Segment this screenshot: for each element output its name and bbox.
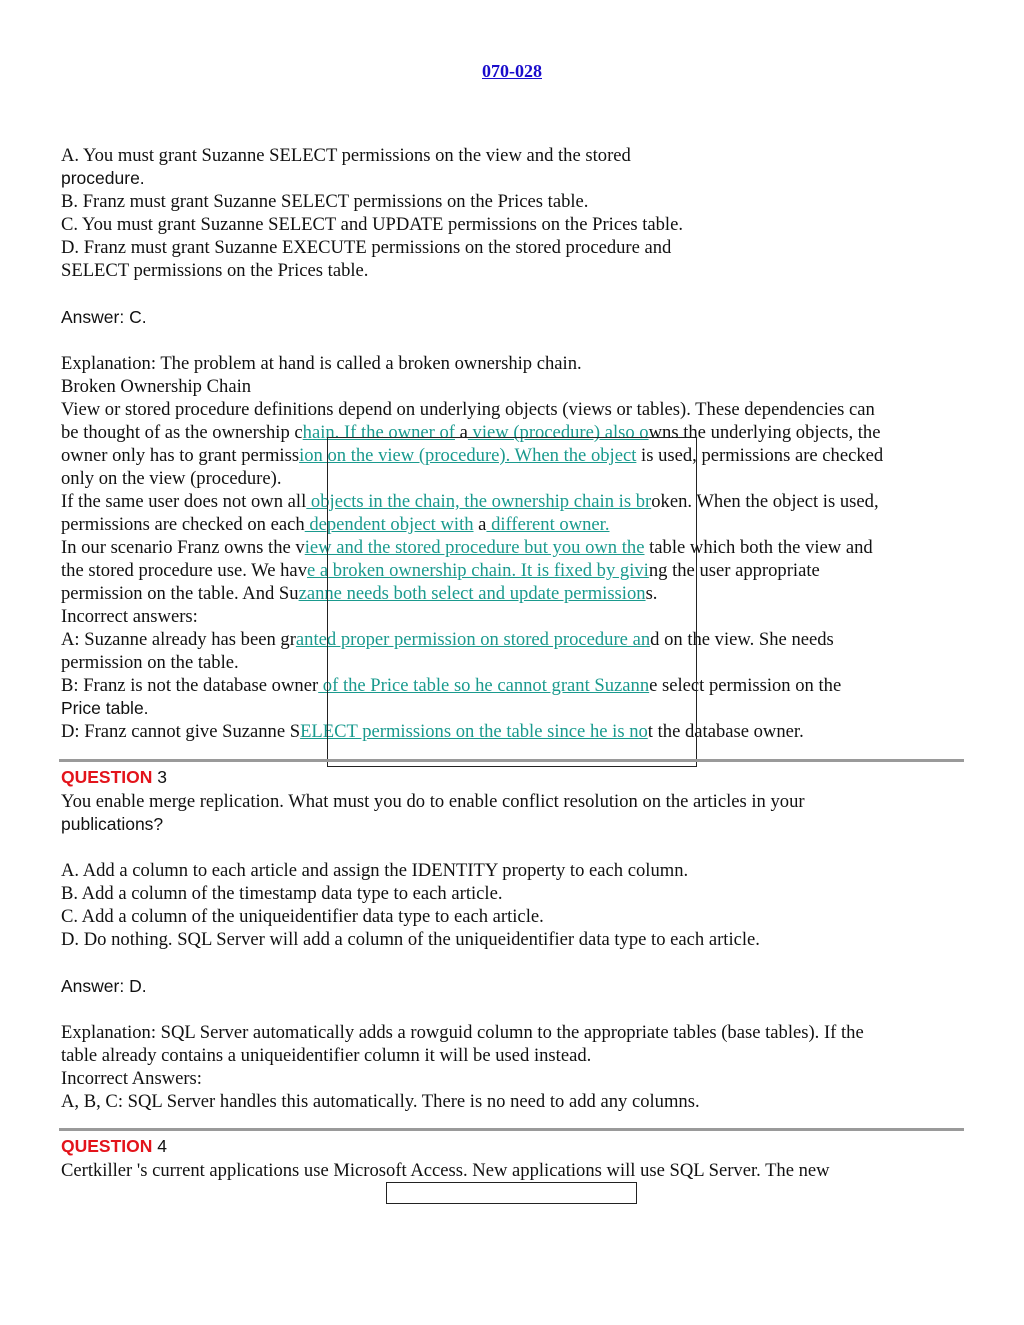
exam-code-link[interactable]: 070-028 (482, 61, 542, 81)
explanation-line: owner only has to grant permission on the view (procedure). When the object is used, permissions are checked (61, 445, 884, 466)
question-text: Certkiller 's current applications use Microsoft Access. New applications will use SQL Server. The new (61, 1160, 830, 1181)
question-number: 4 (152, 1136, 168, 1156)
option-b: B. Add a column of the timestamp data type to each article. (61, 883, 503, 904)
option-b: B. Franz must grant Suzanne SELECT permissions on the Prices table. (61, 191, 589, 212)
explanation-line: table already contains a uniqueidentifier column it will be used instead. (61, 1045, 592, 1066)
incorrect-answers-heading: Incorrect answers: (61, 606, 198, 627)
explanation-line: A, B, C: SQL Server handles this automatically. There is no need to add any columns. (61, 1091, 700, 1112)
explanation-line: View or stored procedure definitions depend on underlying objects (views or tables). These dependencies can (61, 399, 875, 420)
watermark-link[interactable]: ion on the view (procedure). When the object (299, 445, 637, 466)
explanation-line: If the same user does not own all objects in the chain, the ownership chain is broken. When the object is used, (61, 491, 879, 512)
explanation-subheading: Broken Ownership Chain (61, 376, 252, 397)
explanation-line: the stored procedure use. We have a broken ownership chain. It is fixed by giving the user appropriate (61, 560, 820, 581)
explanation-line: A: Suzanne already has been granted proper permission on stored procedure and on the view. She needs (61, 629, 834, 650)
explanation-line: permissions are checked on each dependent object with a different owner. (61, 514, 610, 535)
watermark-link[interactable]: dependent object with (304, 514, 474, 535)
option-d-line2: SELECT permissions on the Prices table. (61, 260, 369, 281)
watermark-link[interactable]: ELECT permissions on the table since he is no (300, 721, 648, 742)
watermark-link[interactable]: iew and the stored procedure but you own the (304, 537, 645, 558)
question-4-heading (61, 1135, 167, 1158)
explanation-line: Price table. (61, 698, 149, 718)
explanation-line: Explanation: SQL Server automatically adds a rowguid column to the appropriate tables (base tables). If the (61, 1022, 864, 1043)
question-label: QUESTION (61, 767, 153, 787)
question-number: 3 (152, 767, 168, 787)
page-header (0, 61, 1024, 82)
explanation-line: permission on the table. And Suzanne needs both select and update permissions. (61, 583, 658, 604)
explanation-line: only on the view (procedure). (61, 468, 282, 489)
watermark-link[interactable]: objects in the chain, the ownership chain is br (306, 491, 652, 512)
option-a: A. Add a column to each article and assign the IDENTITY property to each column. (61, 860, 689, 881)
section-divider (59, 1128, 964, 1131)
overlay-frame (327, 437, 697, 767)
option-c: C. Add a column of the uniqueidentifier data type to each article. (61, 906, 544, 927)
overlay-frame-small (386, 1182, 637, 1204)
watermark-link[interactable]: e a (307, 560, 329, 581)
option-d: D. Do nothing. SQL Server will add a column of the uniqueidentifier data type to each article. (61, 929, 760, 950)
watermark-link[interactable]: broken ownership chain. It is fixed by givi (328, 560, 649, 581)
watermark-link[interactable]: hain. If the owner of (302, 422, 455, 443)
option-c: C. You must grant Suzanne SELECT and UPDATE permissions on the Prices table. (61, 214, 683, 235)
explanation-line: In our scenario Franz owns the view and the stored procedure but you own the table which both the view and (61, 537, 873, 558)
explanation-line: Explanation: The problem at hand is called a broken ownership chain. (61, 353, 582, 374)
explanation-line: be thought of as the ownership chain. If the owner of a view (procedure) also owns the underlying objects, the (61, 422, 881, 443)
question-3-heading (61, 766, 167, 789)
question-text: publications? (61, 814, 164, 834)
watermark-link[interactable]: different owner. (486, 514, 610, 535)
option-a-line2: procedure. (61, 168, 145, 188)
answer-q3: Answer: D. (61, 976, 147, 996)
answer-q2: Answer: C. (61, 307, 147, 327)
explanation-line: B: Franz is not the database owner of the Price table so he cannot grant Suzanne select permission on the (61, 675, 842, 696)
watermark-link[interactable]: view (procedure) also o (467, 422, 649, 443)
question-label: QUESTION (61, 1136, 153, 1156)
question-text: You enable merge replication. What must you do to enable conflict resolution on the articles in your (61, 791, 805, 812)
incorrect-answers-heading: Incorrect Answers: (61, 1068, 202, 1089)
watermark-link[interactable]: of the Price table so he cannot grant Suzann (318, 675, 650, 696)
watermark-link[interactable]: zanne needs both select and update permission (298, 583, 646, 604)
option-a-line1: A. You must grant Suzanne SELECT permissions on the view and the stored (61, 145, 631, 166)
explanation-line: D: Franz cannot give Suzanne SELECT permissions on the table since he is not the database owner. (61, 721, 804, 742)
explanation-line: permission on the table. (61, 652, 239, 673)
option-d-line1: D. Franz must grant Suzanne EXECUTE permissions on the stored procedure and (61, 237, 672, 258)
watermark-link[interactable]: anted proper permission on stored procedure an (295, 629, 651, 650)
section-divider (59, 759, 964, 762)
